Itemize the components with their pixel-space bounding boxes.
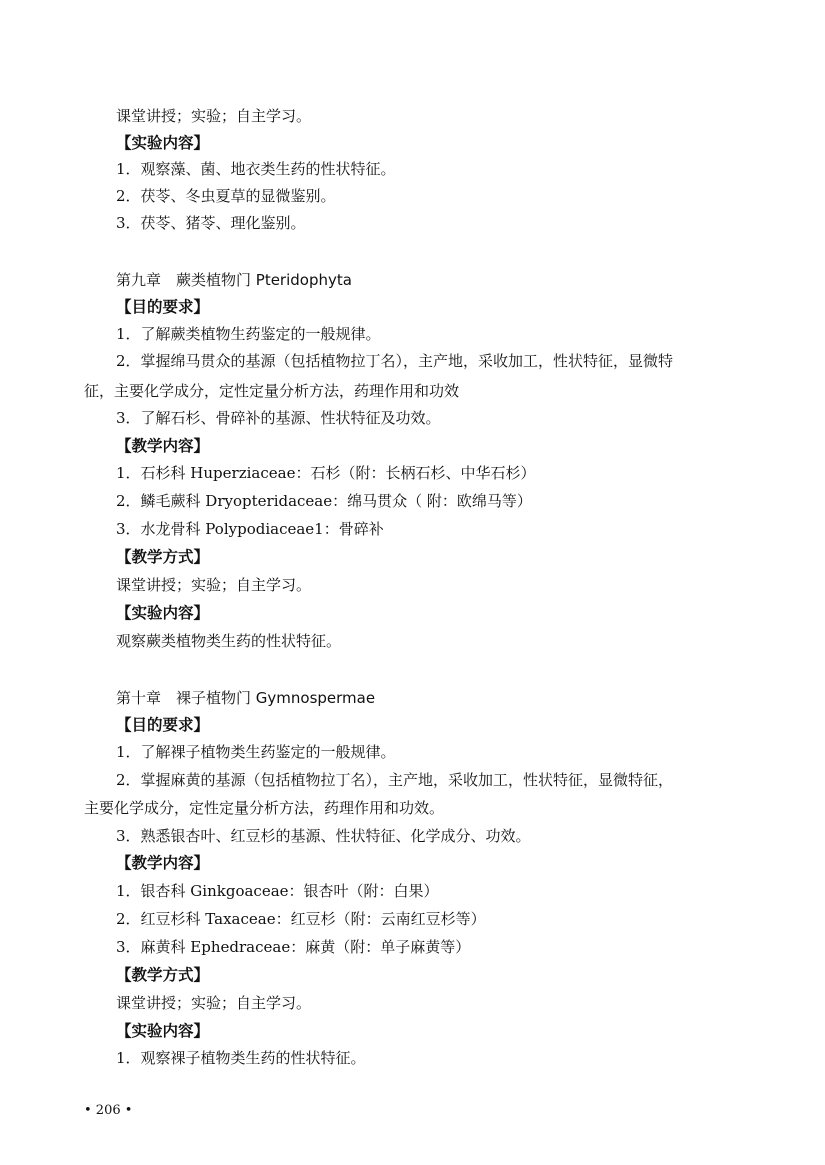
text-line: 3．水龙骨科 Polypodiaceae1：骨碎补 (116, 520, 384, 538)
section-heading: 【教学方式】 (116, 966, 210, 984)
text-line: 3．麻黄科 Ephedraceae：麻黄（附：单子麻黄等） (116, 938, 471, 956)
text-line: 课堂讲授；实验；自主学习。 (116, 576, 312, 594)
section-heading: 【教学内容】 (116, 437, 210, 455)
section-heading: 【实验内容】 (116, 1022, 210, 1040)
text-line: 观察蕨类植物类生药的性状特征。 (116, 632, 342, 650)
text-line: 1．石杉科 Huperziaceae：石杉（附：长柄石杉、中华石杉） (116, 464, 536, 482)
text-line: 2．茯苓、冬虫夏草的显微鉴别。 (116, 187, 336, 205)
text-line: 主要化学成分，定性定量分析方法，药理作用和功效。 (84, 799, 445, 817)
text-line: 2．掌握绵马贯众的基源（包括植物拉丁名），主产地，采收加工，性状特征，显微特 (116, 352, 674, 370)
text-line: 征，主要化学成分，定性定量分析方法，药理作用和功效 (84, 382, 460, 400)
text-line: 2．鳞毛蕨科 Dryopteridaceae：绵马贯众（ 附：欧绵马等） (116, 492, 532, 510)
text-line: 1．观察裸子植物类生药的性状特征。 (116, 1049, 366, 1067)
text-line: 1．了解蕨类植物生药鉴定的一般规律。 (116, 325, 381, 343)
text-line: 2．掌握麻黄的基源（包括植物拉丁名），主产地，采收加工，性状特征，显微特征， (116, 771, 674, 789)
text-line: 1．银杏科 Ginkgoaceae：银杏叶（附：白果） (116, 882, 439, 900)
section-heading: 【实验内容】 (116, 604, 210, 622)
chapter-title: 第九章 蕨类植物门 Pteridophyta (116, 271, 352, 289)
text-line: 课堂讲授；实验；自主学习。 (116, 107, 312, 125)
section-heading: 【目的要求】 (116, 716, 210, 734)
text-line: 3．茯苓、猪苓、理化鉴别。 (116, 214, 306, 232)
section-heading: 【目的要求】 (116, 298, 210, 316)
section-heading: 【教学内容】 (116, 854, 210, 872)
text-line: 3．了解石杉、骨碎补的基源、性状特征及功效。 (116, 409, 441, 427)
text-line: 1．了解裸子植物类生药鉴定的一般规律。 (116, 743, 396, 761)
section-heading: 【教学方式】 (116, 548, 210, 566)
section-heading: 【实验内容】 (116, 134, 210, 152)
page-number: • 206 • (84, 1103, 133, 1118)
text-line: 1．观察藻、菌、地衣类生药的性状特征。 (116, 160, 396, 178)
text-line: 2．红豆杉科 Taxaceae：红豆杉（附：云南红豆杉等） (116, 910, 486, 928)
text-line: 3．熟悉银杏叶、红豆杉的基源、性状特征、化学成分、功效。 (116, 827, 531, 845)
chapter-title: 第十章 裸子植物门 Gymnospermae (116, 689, 376, 707)
text-line: 课堂讲授；实验；自主学习。 (116, 994, 312, 1012)
